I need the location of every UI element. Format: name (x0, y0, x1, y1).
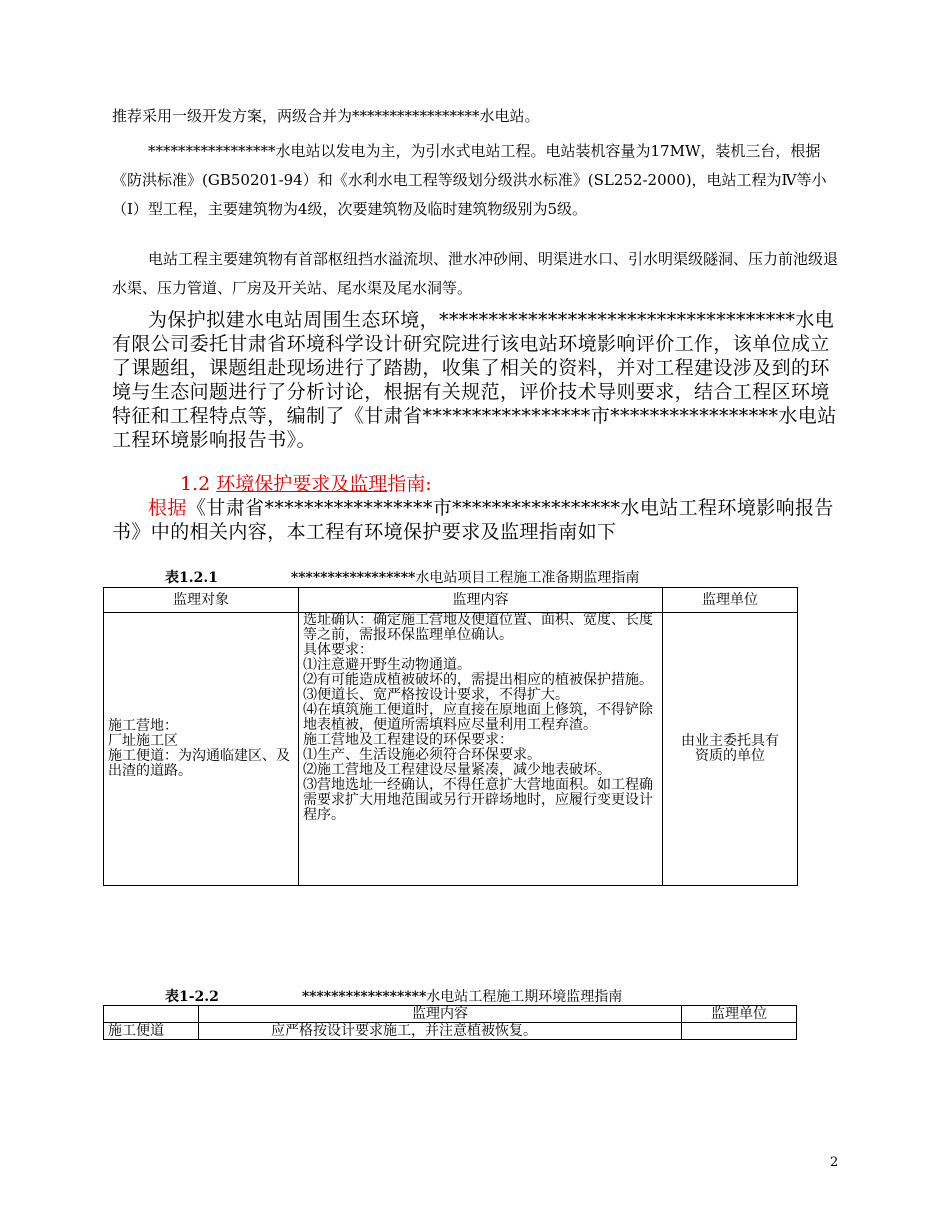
paragraph-3: 电站工程主要建筑物有首部枢纽挡水溢流坝、泄水冲砂闸、明渠进水口、引水明渠级隧洞、压力前池级退水渠、压力管道、厂房及开关站、尾水渠及尾水洞等。 (112, 250, 839, 297)
table2-caption (165, 986, 622, 1006)
section-intro-lead: 根据 (148, 497, 187, 519)
table1-caption-number: 表1.2.1 (165, 570, 218, 586)
table2-caption-text: 水电站工程施工期环境监理指南 (426, 989, 623, 1005)
table-row (104, 613, 798, 886)
section-number: 1.2 (180, 473, 211, 495)
paragraph-4: 为保护拟建水电站周围生态环境，************************************水电有限公司委托甘肃省环境科学设计研究院进行该电站环境影响评价工作，该单位成立了课题组，课题组赴现场进行了踏勘，收集了相关的资料，并对工程建设涉及到的环境与生态问题进行了分析讨论，根据有关规范，评价技术导则要求，结合工程区环境特征和工程特点等，编制了《甘肃省*****************市*****************水电站工程环境影响报告书》。 (112, 309, 837, 451)
page-number: 2 (830, 1155, 839, 1170)
table1-header-content: 监理内容 (299, 588, 663, 613)
paragraph-1: 推荐采用一级开发方案，两级合并为*****************水电站。 (112, 107, 540, 125)
table1-cell-unit: 由业主委托具有资质的单位 (663, 613, 798, 886)
table2-cell-object: 施工便道 (104, 1023, 199, 1040)
table1 (103, 587, 798, 886)
table1-cell-object: 施工营地： 厂址施工区 施工便道：为沟通临建区、及出渣的道路。 (104, 613, 299, 886)
section-heading (180, 469, 432, 496)
table1-header-object: 监理对象 (104, 588, 299, 613)
table2-cell-unit (682, 1023, 797, 1040)
table1-caption (165, 567, 639, 587)
table2-header-content: 监理内容 (199, 1006, 682, 1023)
table2-header-object (104, 1006, 199, 1023)
table2-caption-number: 表1-2.2 (165, 989, 219, 1005)
table2-header-unit: 监理单位 (682, 1006, 797, 1023)
table1-caption-stars: ***************** (290, 570, 416, 586)
section-intro-rest: 《甘肃省*****************市*****************水电站工程环境影响报告书》中的相关内容，本工程有环境保护要求及监理指南如下 (112, 497, 834, 543)
paragraph-2: *****************水电站以发电为主，为引水式电站工程。电站装机容量为17MW，装机三台，根据《防洪标准》(GB50201-94）和《水利水电工程等级划分级洪水标准》(SL252-2000)，电站工程为Ⅳ等小（Ⅰ）型工程，主要建筑物为4级，次要建筑物及临时建筑物级别为5级。 (112, 142, 827, 218)
table1-cell-content: 选址确认：确定施工营地及便道位置、面积、宽度、长度等之前，需报环保监理单位确认。 具体要求： ⑴注意避开野生动物通道。 ⑵有可能造成植被破坏的，需提出相应的植被保护措施。 ⑶便道长、宽严格按设计要求，不得扩大。 ⑷在填筑施工便道时，应直接在原地面上修筑，不得铲除地表植被，便道所需填料应尽量利用工程弃渣。 施工营地及工程建设的环保要求： ⑴生产、生活设施必须符合环保要求。 ⑵施工营地及工程建设尽量紧凑，减少地表破坏。 ⑶营地选址一经确认，不得任意扩大营地面积。如工程确需要求扩大用地范围或另行开辟场地时，应履行变更设计程序。 (299, 613, 663, 886)
table1-header-row (104, 588, 798, 613)
table2-cell-content: 应严格按设计要求施工，并注意植被恢复。 (199, 1023, 682, 1040)
table2-caption-stars: ***************** (301, 989, 427, 1005)
table2-header-row (104, 1006, 797, 1023)
section-title-rest: 指南: (387, 473, 432, 495)
table2 (103, 1005, 797, 1040)
section-title-underlined: 环境保护要求及监理 (216, 473, 388, 495)
table1-header-unit: 监理单位 (663, 588, 798, 613)
table-row (104, 1023, 797, 1040)
section-intro (112, 496, 839, 544)
table1-caption-text: 水电站项目工程施工准备期监理指南 (415, 570, 640, 586)
